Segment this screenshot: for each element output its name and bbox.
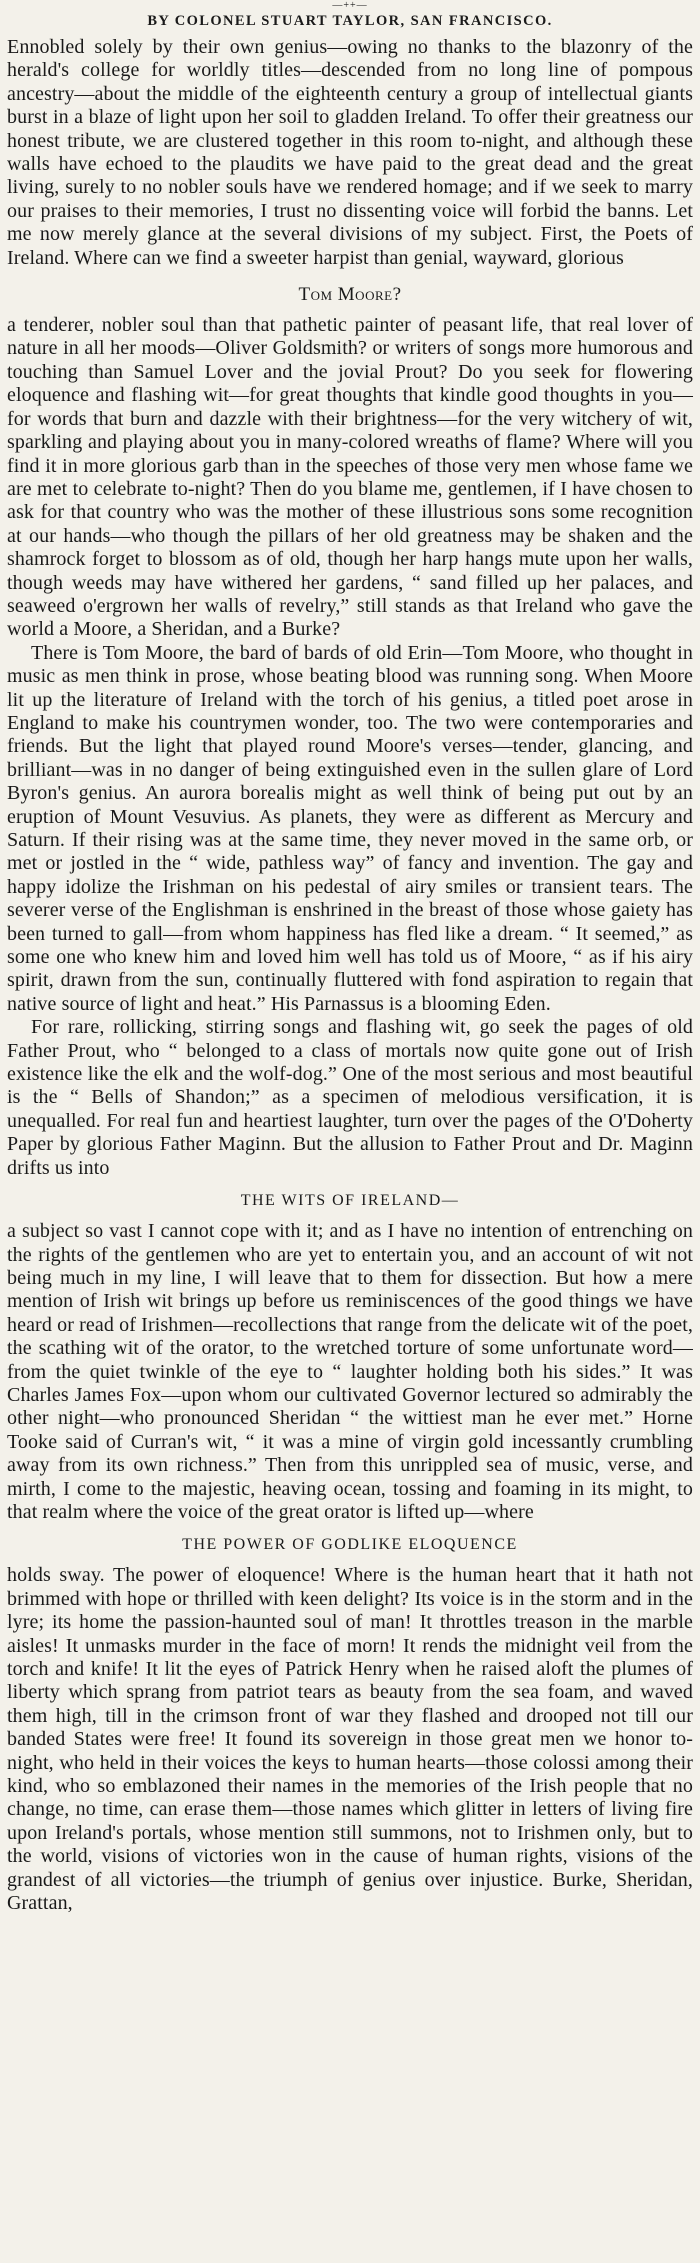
paragraph-father-prout: For rare, rollicking, stirring songs and flashing wit, go seek the pages of old Father Prout, who “ belonged to a class of mortals now quite gone out of Irish existence like the elk and the wolf-dog.” One of the most serious and most beautiful is the “ Bells of Shandon;” as a specimen of melodious versification, it is unequalled. For real fun and heartiest laughter, turn over the pages of the O'Doherty Paper by glorious Father Maginn. But the allusion to Father Prout and Dr. Maginn drifts us into bbox=[7, 1016, 693, 1179]
paragraph-poets: a tenderer, nobler soul than that pathetic painter of peasant life, that real lover of nature in all her moods—Oliver Goldsmith? or writers of songs more humorous and touching than Samuel Lover and the jovial Prout? Do you seek for flowering eloquence and flashing wit—for great thoughts that kindle good thoughts in you—for words that burn and dazzle with their brightness—for the very witchery of wit, sparkling and playing about you in many-colored wreaths of flame? Where will you find it in more glorious garb than in the speeches of those very men whose fame we are met to celebrate to-night? Then do you blame me, gentlemen, if I have chosen to ask for that country who was the mother of these illustrious sons some recognition at our hands—who though the pillars of her old greatness may be shaken and the shamrock forget to blossom as of old, though her harp hangs mute upon her walls, though weeds may have withered her gardens, “ sand filled up her palaces, and seaweed o'ergrown her walls of revelry,” still stands as that Ireland who gave the world a Moore, a Sheridan, and a Burke? bbox=[7, 314, 693, 641]
paragraph-eloquence: holds sway. The power of eloquence! Where is the human heart that it hath not brimmed with hope or thrilled with keen delight? Its voice is in the storm and in the lyre; its home the passion-haunted soul of man! It throttles treason in the marble aisles! It unmasks murder in the face of morn! It rends the midnight veil from the torch and knife! It lit the eyes of Patrick Henry when he raised aloft the plumes of liberty which sprang from patriot tears as beauty from the sea foam, and waved them high, till in the crimson front of war they flashed and drooped not till our banded States were free! It found its sovereign in those great men we honor to-night, who held in their voices the keys to human hearts—those colossi among their kind, who so emblazoned their names in the memories of the Irish people that no change, no time, can erase them—those names which glitter in letters of living fire upon Ireland's portals, whose mention still summons, not to Irishmen only, but to the world, visions of victories won in the cause of human rights, visions of the grandest of all victories—the triumph of genius over injustice. Burke, Sheridan, Grattan, bbox=[7, 1564, 693, 1915]
paragraph-wits: a subject so vast I cannot cope with it; and as I have no intention of entrenching on the rights of the gentlemen who are yet to entertain you, and an account of wit not being much in my line, I will leave that to them for dissection. But how a mere mention of Irish wit brings up before us reminiscences of the good things we have heard or read of Irishmen—recollections that range from the delicate wit of the poet, the scathing wit of the orator, to the wretched torture of some unfortunate word—from the quiet twinkle of the eye to “ laughter holding both his sides.” It was Charles James Fox—upon whom our cultivated Governor lectured so admirably the other night—who pronounced Sheridan “ the wittiest man he ever met.” Horne Tooke said of Curran's wit, “ it was a mine of virgin gold incessantly crumbling away from its own richness.” Then from this unrippled sea of music, verse, and mirth, I come to the majestic, heaving ocean, tossing and foaming in its might, to that realm where the voice of the great orator is lifted up—where bbox=[7, 1220, 693, 1523]
paragraph-moore-byron: There is Tom Moore, the bard of bards of old Erin—Tom Moore, who thought in music as men think in prose, whose beating blood was running song. When Moore lit up the literature of Ireland with the torch of his genius, a titled poet arose in England to make his countrymen wonder, too. The two were contemporaries and friends. But the light that played round Moore's verses—tender, glancing, and brilliant—was in no danger of being extinguished even in the sullen glare of Lord Byron's genius. An aurora borealis might as well think of being put out by an eruption of Mount Vesuvius. As planets, they were as different as Mercury and Saturn. If their rising was at the same time, they never moved in the same orb, or met or jostled in the “ wide, pathless way” of fancy and invention. The gay and happy idolize the Irishman on his pedestal of airy smiles or transient tears. The severer verse of the Englishman is enshrined in the breast of those whose gaiety has been turned to gall—from whom happiness has fled like a dream. “ It seemed,” as some one who knew him and loved him well has told us of Moore, “ as if his airy spirit, drawn from the sun, continually fluttered with fond aspiration to regain that native source of light and heat.” His Parnassus is a blooming Eden. bbox=[7, 641, 693, 1015]
subheading-tom-moore: Tom Moore? bbox=[298, 284, 402, 306]
subheading-wits-of-ireland: THE WITS OF IRELAND— bbox=[240, 1192, 460, 1210]
subheading-godlike-eloquence: THE POWER OF GODLIKE ELOQUENCE bbox=[182, 1536, 518, 1554]
top-ornament: —++— bbox=[332, 0, 368, 11]
opening-paragraph: Ennobled solely by their own genius—owing no thanks to the blazonry of the herald's college for worldly titles—descended from no long line of pompous ancestry—about the middle of the eighteenth century a group of intellectual giants burst in a blaze of light upon her soil to gladden Ireland. To offer their greatness our honest tribute, we are clustered together in this room to-night, and although these walls have echoed to the plaudits we have paid to the great dead and the great living, surely to no nobler souls have we rendered homage; and if we seek to marry our praises to their memories, I trust no dissenting voice will forbid the banns. Let me now merely glance at the several divisions of my subject. First, the Poets of Ireland. Where can we find a sweeter harpist than genial, wayward, glorious bbox=[7, 36, 693, 269]
byline: BY COLONEL STUART TAYLOR, SAN FRANCISCO. bbox=[147, 13, 553, 29]
